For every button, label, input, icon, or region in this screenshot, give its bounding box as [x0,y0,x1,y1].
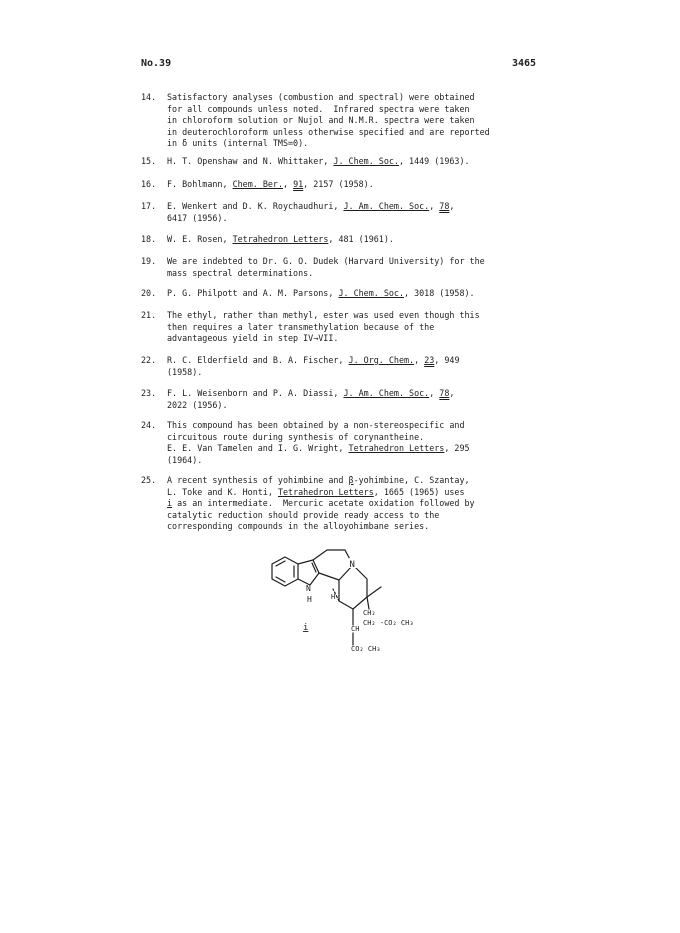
ring-c [313,550,353,580]
reference-number: 16. [141,179,157,189]
journal-issue: No.39 [141,58,172,69]
reference-text [167,92,541,150]
reference-number: 18. [141,234,157,244]
reference-text [167,179,541,191]
reference-number: 17. [141,201,157,211]
reference-segment: , 1665 (1965) uses [373,486,465,497]
reference-segment: , 3018 (1958). [404,288,475,298]
reference-segment: L. Toke and K. Honti, [167,486,278,497]
ring-d [339,565,367,609]
citation-emphasis: Tetrahedron Letters [232,234,329,244]
reference-line [167,510,541,522]
reference-number: 23. [141,388,157,398]
reference-segment: , 949 [434,355,460,365]
citation-emphasis: Tetrahedron Letters [348,443,445,453]
reference-segment: , 2157 (1958). [303,179,374,189]
page-number: 3465 [512,58,537,69]
reference-line [167,201,541,213]
reference-segment: A recent synthesis of yohimbine and [167,475,349,485]
reference-line [167,443,541,455]
reference-segment: , [429,388,440,398]
reference-segment: then requires a later transmethylation because of the [167,321,435,332]
reference-text [167,388,541,411]
reference-segment: advantageous yield in step IV→VII. [167,333,339,343]
ester-label: CO₂ CH₃ [351,645,381,653]
reference-line [167,104,541,116]
reference-segment: 2022 (1956). [167,399,228,410]
reference-24 [141,420,541,466]
reference-18 [141,234,541,246]
reference-segment: in deuterochloroform unless otherwise specified and are reported [167,126,490,137]
chemical-structure-figure [265,545,465,665]
reference-segment: catalytic reduction should provide ready access to the [167,509,440,520]
citation-emphasis: i [167,498,173,508]
reference-line [167,179,541,191]
reference-segment: The ethyl, rather than methyl, ester was used even though this [167,310,480,320]
reference-line [167,288,541,300]
citation-emphasis: J. Am. Chem. Soc. [343,201,430,211]
reference-segment: as an intermediate. Mercuric acetate oxidation followed by [172,498,475,508]
reference-line [167,333,541,345]
reference-text [167,201,541,224]
compound-label: i [303,623,309,633]
citation-emphasis: 91 [293,179,304,189]
reference-line [167,487,541,499]
reference-line [167,475,541,487]
reference-number: 24. [141,420,157,430]
reference-segment: H. T. Openshaw and N. Whittaker, [167,156,334,166]
reference-line [167,498,541,510]
reference-segment: corresponding compounds in the alloyohimbane series. [167,521,430,531]
reference-segment: , [414,355,425,365]
reference-line [167,156,541,168]
reference-21 [141,310,541,345]
reference-segment: , [429,201,440,211]
reference-segment: We are indebted to Dr. G. O. Dudek (Harvard University) for the [167,256,485,266]
reference-line [167,256,541,268]
citation-emphasis: β [348,475,354,485]
reference-16 [141,179,541,191]
reference-text [167,234,541,246]
reference-text [167,420,541,466]
reference-line [167,400,541,412]
reference-segment: circuitous route during synthesis of corynantheine. [167,431,425,442]
reference-line [167,268,541,280]
citation-emphasis: 78 [439,201,450,211]
reference-14 [141,92,541,150]
reference-segment: W. E. Rosen, [167,234,233,244]
reference-number: 25. [141,475,157,485]
methylene-label: CH₂ [363,609,376,617]
reference-number: 19. [141,256,157,266]
reference-segment: mass spectral determinations. [167,267,314,278]
reference-25 [141,475,541,533]
reference-segment: E. E. Van Tamelen and I. G. Wright, [167,443,349,453]
reference-text [167,475,541,533]
reference-text [167,355,541,378]
reference-line [167,432,541,444]
citation-emphasis: J. Chem. Soc. [338,288,404,298]
reference-line [167,138,541,150]
reference-line [167,355,541,367]
citation-emphasis: J. Org. Chem. [348,355,415,365]
reference-segment: in δ units (internal TMS=0). [167,138,309,148]
reference-number: 20. [141,288,157,298]
reference-line [167,388,541,400]
citation-emphasis: 23 [424,355,435,365]
citation-emphasis: J. Am. Chem. Soc. [343,388,430,398]
reference-segment: (1958). [167,366,203,377]
reference-segment: Satisfactory analyses (combustion and spectral) were obtained [167,92,475,102]
citation-emphasis: 78 [439,388,450,398]
reference-segment: , 295 [444,443,470,453]
reference-text [167,288,541,300]
reference-segment: , [449,388,455,398]
reference-segment: , [282,179,294,189]
methine-label: CH [351,625,360,633]
reference-22 [141,355,541,378]
reference-line [167,127,541,139]
reference-segment: , [449,201,455,211]
indole-nitrogen-label: N [306,584,311,593]
reference-segment: This compound has been obtained by a non-stereospecific and [167,420,465,430]
methyl-bond [367,587,381,597]
reference-segment: , 1449 (1963). [398,156,470,166]
ring-nitrogen-label: N [349,560,355,570]
citation-emphasis: Tetrahedron Letters [277,486,374,497]
reference-segment: 6417 (1956). [167,212,228,223]
reference-segment: F. Bohlmann, [167,179,233,189]
reference-number: 21. [141,310,157,320]
reference-line [167,367,541,379]
reference-line [167,310,541,322]
reference-line [167,213,541,225]
side-chain-bond [367,597,369,609]
reference-segment: -yohimbine, C. Szantay, [353,475,470,485]
citation-emphasis: J. Chem. Soc. [333,156,399,166]
reference-line [167,322,541,334]
reference-line [167,115,541,127]
reference-segment: for all compounds unless noted. Infrared spectra were taken [167,103,470,114]
reference-line [167,234,541,246]
reference-20 [141,288,541,300]
reference-line [167,92,541,104]
reference-text [167,310,541,345]
reference-text [167,256,541,279]
reference-text [167,156,541,168]
reference-line [167,420,541,432]
reference-23 [141,388,541,411]
reference-number: 22. [141,355,157,365]
indole-hydrogen-label: H [307,595,312,604]
reference-19 [141,256,541,279]
citation-emphasis: Chem. Ber. [232,179,283,189]
ester-side-chain-label: CH₂ -CO₂ CH₃ [363,619,414,627]
reference-number: 14. [141,92,157,102]
reference-15 [141,156,541,168]
reference-segment: in chloroform solution or Nujol and N.M.R. spectra were taken [167,115,475,125]
reference-17 [141,201,541,224]
reference-segment: , 481 (1961). [328,234,394,244]
reference-line [167,521,541,533]
reference-segment: P. G. Philpott and A. M. Parsons, [167,288,339,298]
stereo-hydrogen-label: H [331,593,336,601]
reference-segment: R. C. Elderfield and B. A. Fischer, [167,355,349,365]
reference-segment: (1964). [167,454,203,465]
reference-line [167,455,541,467]
reference-segment: F. L. Weisenborn and P. A. Diassi, [167,388,344,398]
reference-segment: E. Wenkert and D. K. Roychaudhuri, [167,201,344,211]
reference-number: 15. [141,156,157,166]
